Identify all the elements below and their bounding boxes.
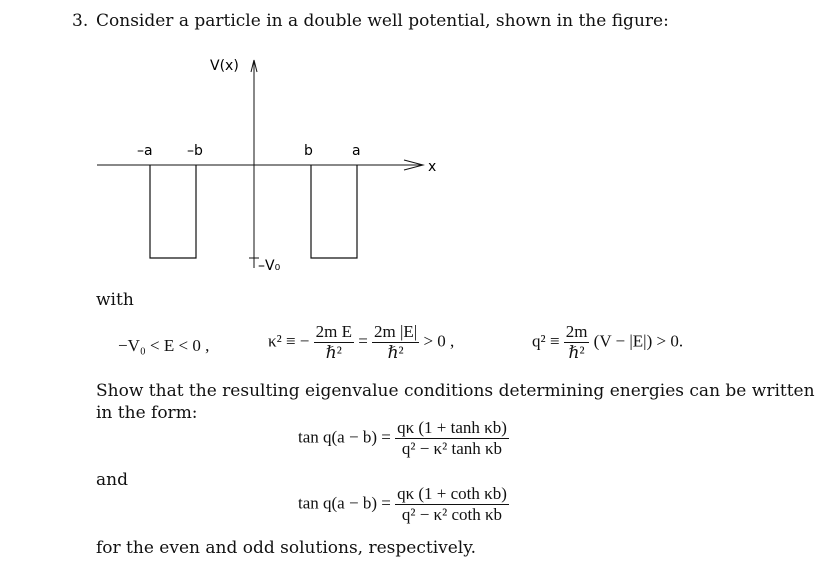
- odd-lhs: tan q(a − b) =: [298, 493, 391, 513]
- q-den: ℏ²: [564, 342, 590, 363]
- odd-frac: [395, 484, 509, 525]
- left-well: [150, 165, 196, 258]
- kappa-frac-1: [314, 322, 354, 363]
- problem-intro: Consider a particle in a double well potential, shown in the figure:: [96, 11, 669, 31]
- odd-den: q² − κ² coth κb: [395, 504, 509, 525]
- kappa-num-2: 2m |E|: [374, 322, 418, 341]
- problem-number: 3.: [72, 11, 89, 31]
- depth-label: –V₀: [258, 258, 281, 274]
- even-den: q² − κ² tanh κb: [395, 438, 509, 459]
- kappa-den-1: ℏ²: [314, 342, 354, 363]
- q-definition: [532, 322, 683, 363]
- final-sentence: for the even and odd solutions, respectively.: [96, 538, 476, 558]
- tick-neg-a: –a: [137, 143, 153, 159]
- kappa-eq: =: [358, 331, 368, 351]
- tick-a: a: [352, 143, 361, 159]
- right-well: [311, 165, 357, 258]
- even-equation: [298, 418, 509, 459]
- q-frac: [564, 322, 590, 363]
- q-lhs: q² ≡: [532, 331, 560, 351]
- kappa-frac-2: [372, 322, 419, 363]
- tick-neg-b: –b: [187, 143, 203, 159]
- kappa-den-2: ℏ²: [372, 342, 419, 363]
- tick-b: b: [304, 143, 313, 159]
- even-frac: [395, 418, 509, 459]
- in-form-sentence: in the form:: [96, 403, 198, 423]
- with-label: with: [96, 290, 134, 310]
- even-lhs: tan q(a − b) =: [298, 427, 391, 447]
- x-axis-label: x: [428, 159, 437, 175]
- odd-equation: [298, 484, 509, 525]
- even-num: qκ (1 + tanh κb): [397, 418, 507, 437]
- kappa-num-1: 2m E: [315, 322, 352, 341]
- q-num: 2m: [565, 322, 588, 341]
- kappa-lhs: κ² ≡ −: [268, 331, 310, 351]
- energy-range: −V₀ < E < 0 ,: [118, 336, 210, 355]
- kappa-definition: [268, 322, 454, 363]
- kappa-tail: > 0 ,: [423, 331, 455, 351]
- and-label: and: [96, 470, 128, 490]
- show-sentence: Show that the resulting eigenvalue conditions determining energies can be written: [96, 381, 815, 401]
- odd-num: qκ (1 + coth κb): [397, 484, 507, 503]
- y-axis-label: V(x): [210, 58, 239, 74]
- q-tail: (V − |E|) > 0.: [593, 331, 684, 351]
